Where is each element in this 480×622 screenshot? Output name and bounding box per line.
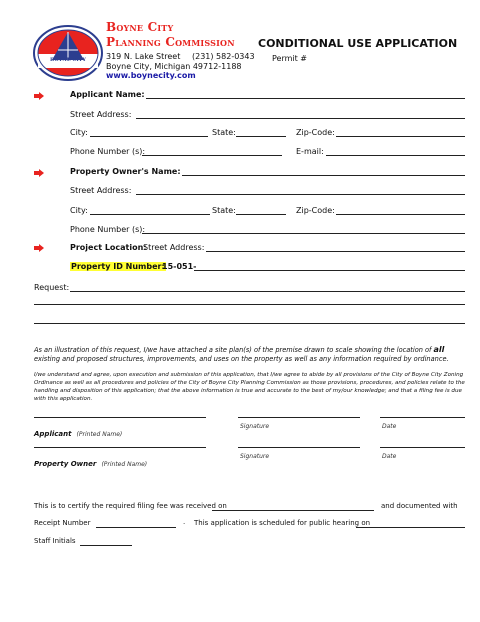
applicant-state-label: State: <box>212 128 236 137</box>
illustration-paragraph: As an illustration of this request, I/we have attached a site plan(s) of the premise drawn to scale showing the location of all existing and proposed structures, improvements, and uses on the property as well as any information required by ordinance. <box>34 345 449 363</box>
owner-date-label: Date <box>382 453 397 460</box>
org-phone: (231) 582-0343 <box>192 52 255 61</box>
owner-phone-field[interactable] <box>142 233 465 234</box>
org-street: 319 N. Lake Street <box>106 52 181 61</box>
receipt-dot: . <box>183 518 186 526</box>
applicant-state-field[interactable] <box>236 136 286 137</box>
owner-state-label: State: <box>212 206 236 215</box>
property-id-field[interactable] <box>194 270 465 271</box>
project-street-field[interactable] <box>206 251 465 252</box>
hearing-text: This application is scheduled for public hearing on <box>194 519 371 527</box>
property-id-label: Property ID Number: <box>71 262 165 271</box>
owner-signature-label: Signature <box>240 453 270 460</box>
request-label: Request: <box>34 283 70 292</box>
logo-text: BOYNE CITY <box>50 57 86 63</box>
request-field-line-1[interactable] <box>70 291 465 292</box>
certification-paragraph: I/we understand and agree, upon execution and submission of this application, that I/we agree to abide by all provisions of the City of Boyne City Zoning Ordinance as well as all procedures and policies of the City of Boyne City Planning Commission as those provisions, procedures, and policies relate to the handling and disposition of this application; that the above information is true and accurate to the best of my/our knowledge; and that a filing fee is due with this application. <box>34 372 465 402</box>
documented-with-text: and documented with <box>381 502 458 510</box>
request-field-line-2[interactable] <box>34 304 465 305</box>
owner-state-field[interactable] <box>236 214 286 215</box>
owner-date-field[interactable] <box>380 447 465 448</box>
owner-street-label: Street Address: <box>70 186 132 195</box>
hearing-date-field[interactable] <box>356 527 465 528</box>
applicant-zip-field[interactable] <box>336 136 465 137</box>
applicant-signature-field[interactable] <box>238 417 360 418</box>
arrow-icon <box>34 244 44 252</box>
applicant-city-label: City: <box>70 128 88 137</box>
form-title: CONDITIONAL USE APPLICATION <box>258 37 458 50</box>
applicant-date-field[interactable] <box>380 417 465 418</box>
receipt-number-field[interactable] <box>96 527 176 528</box>
fee-received-text: This is to certify the required filing fee was received on <box>34 502 227 510</box>
owner-zip-label: Zip-Code: <box>296 206 335 215</box>
org-website-link[interactable]: www.boynecity.com <box>106 71 196 80</box>
applicant-city-field[interactable] <box>90 136 208 137</box>
applicant-sig-label: Applicant (Printed Name) <box>34 430 123 438</box>
owner-sig-label: Property Owner (Printed Name) <box>34 460 148 468</box>
owner-name-field[interactable] <box>182 175 465 176</box>
permit-label: Permit # <box>272 54 308 63</box>
org-name-line2: Planning Commission <box>106 35 235 49</box>
staff-initials-field[interactable] <box>80 545 132 546</box>
applicant-date-label: Date <box>382 423 397 430</box>
applicant-street-label: Street Address: <box>70 110 132 119</box>
owner-phone-label: Phone Number (s): <box>70 225 146 234</box>
owner-signature-field[interactable] <box>238 447 360 448</box>
owner-name-label: Property Owner's Name: <box>70 167 181 176</box>
applicant-zip-label: Zip-Code: <box>296 128 335 137</box>
property-id-value: 15-051- <box>162 262 197 271</box>
request-field-line-3[interactable] <box>34 323 465 324</box>
project-location-label: Project Location: <box>70 243 147 252</box>
fee-received-date-field[interactable] <box>212 510 374 511</box>
applicant-email-field[interactable] <box>326 155 465 156</box>
staff-initials-label: Staff Initials <box>34 537 76 545</box>
receipt-number-label: Receipt Number <box>34 519 91 527</box>
applicant-phone-field[interactable] <box>142 155 282 156</box>
applicant-printed-name-field[interactable] <box>34 417 206 418</box>
applicant-name-field[interactable] <box>146 98 465 99</box>
arrow-icon <box>34 92 44 100</box>
org-city: Boyne City, Michigan 49712-1188 <box>106 62 242 71</box>
owner-street-field[interactable] <box>136 194 465 195</box>
owner-city-field[interactable] <box>90 214 210 215</box>
applicant-signature-label: Signature <box>240 423 270 430</box>
project-street-label: Street Address: <box>143 243 205 252</box>
arrow-icon <box>34 169 44 177</box>
logo <box>32 24 104 82</box>
owner-zip-field[interactable] <box>336 214 465 215</box>
applicant-name-label: Applicant Name: <box>70 90 145 99</box>
applicant-email-label: E-mail: <box>296 147 324 156</box>
applicant-street-field[interactable] <box>136 118 465 119</box>
org-name-line1: Boyne City <box>106 20 174 34</box>
owner-city-label: City: <box>70 206 88 215</box>
applicant-phone-label: Phone Number (s): <box>70 147 146 156</box>
owner-printed-name-field[interactable] <box>34 447 206 448</box>
